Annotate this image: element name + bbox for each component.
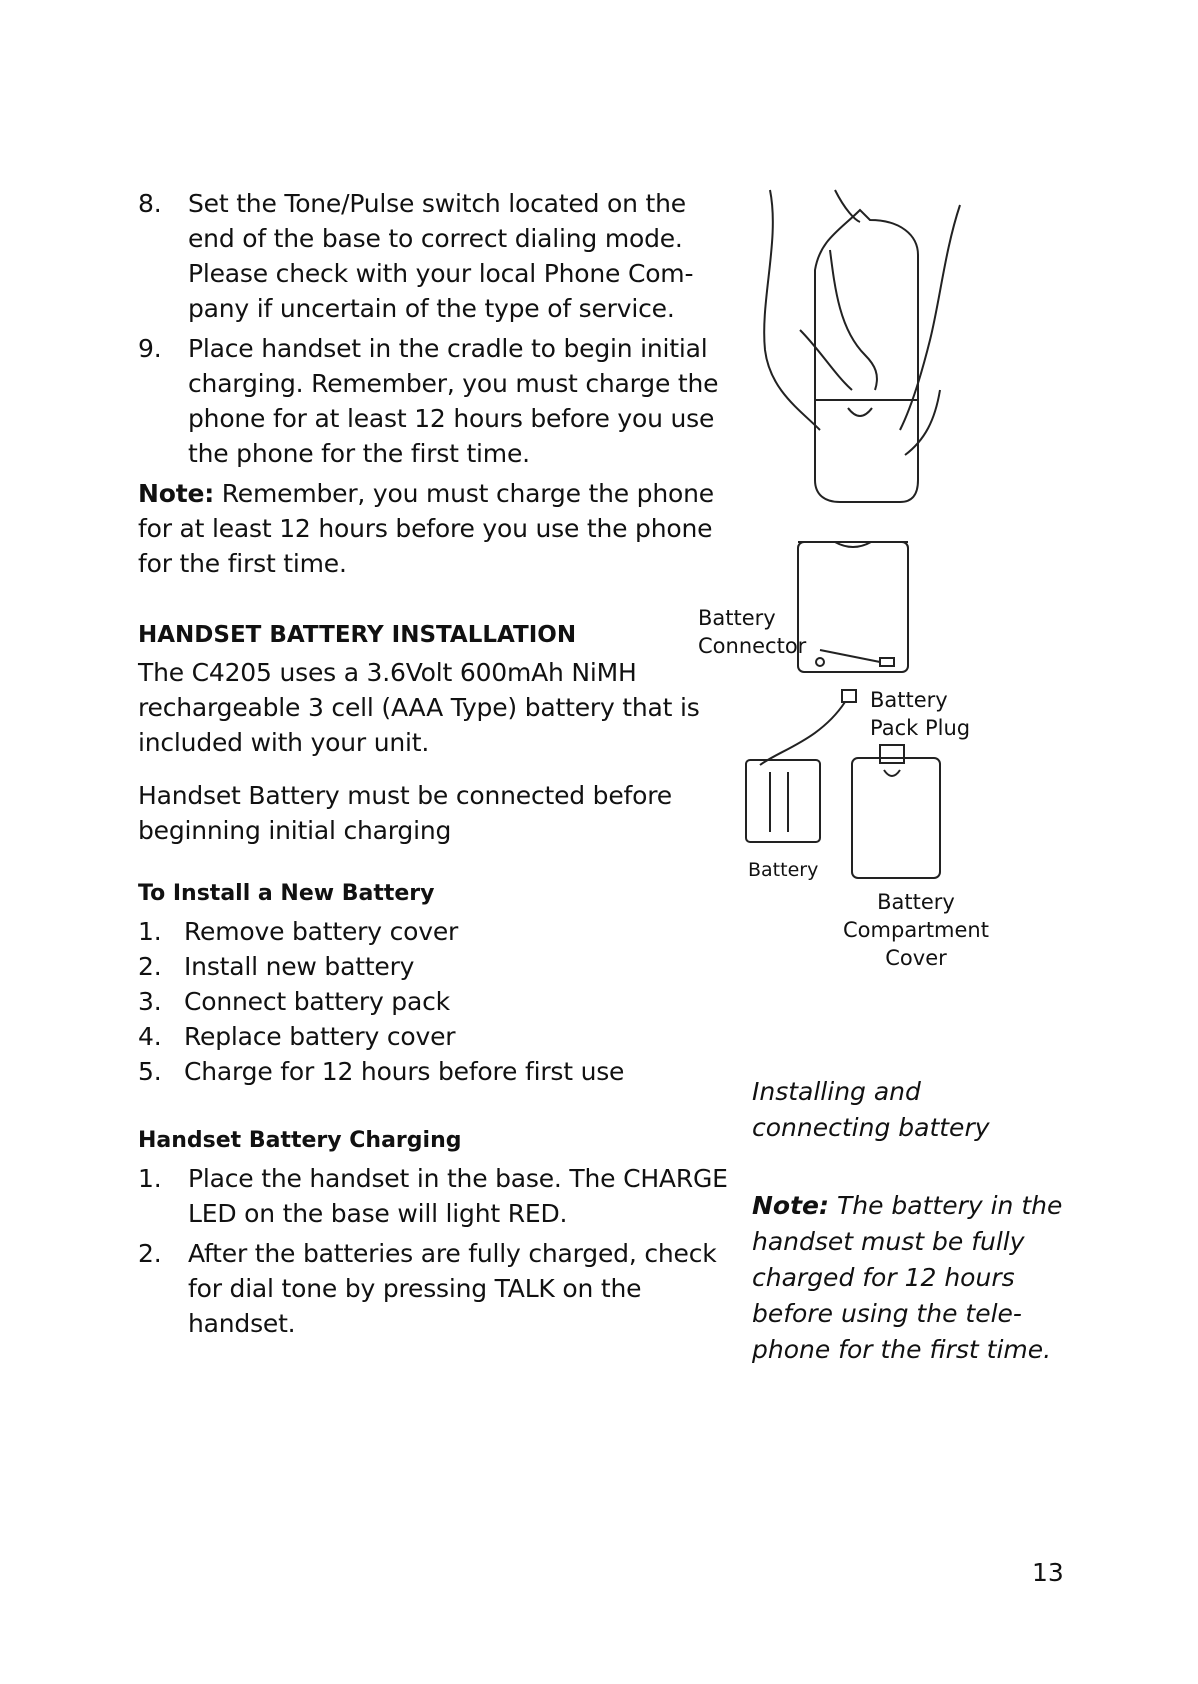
install-step <box>138 1054 738 1089</box>
charging-step <box>138 1161 738 1231</box>
step-number: 2. <box>138 1239 162 1268</box>
step-number: 1. <box>138 1164 162 1193</box>
step-text: After the batteries are fully charged, check for dial tone by pressing TALK on the handset. <box>188 1239 717 1338</box>
connector-pin-right <box>880 658 894 666</box>
section-heading: HANDSET BATTERY INSTALLATION <box>138 622 577 648</box>
label-line: Battery <box>870 688 948 712</box>
pack-plug <box>842 690 856 702</box>
step-text: Place the handset in the base. The CHARGE LED on the base will light RED. <box>188 1164 728 1228</box>
label-line: Cover <box>885 946 947 970</box>
figure-caption <box>752 1074 1082 1146</box>
step-number: 1. <box>138 917 162 946</box>
step-text: Place handset in the cradle to begin initial charging. Remember, you must charge the phone for at least 12 hours before you use the phone for the first time. <box>188 334 719 468</box>
connect-before-paragraph: Handset Battery must be connected before beginning initial charging <box>138 781 672 845</box>
install-step <box>138 949 738 984</box>
right-hand-outline <box>900 205 960 430</box>
cover-outline <box>852 758 940 878</box>
compartment-top <box>798 542 908 547</box>
step-text: Charge for 12 hours before first use <box>184 1057 625 1086</box>
side-note-label: Note: <box>752 1191 830 1220</box>
step-text: Set the Tone/Pulse switch located on the end of the base to correct dialing mode. Please check with your local Phone Com- pany if uncertain of the type of service. <box>188 189 694 323</box>
label-line: Pack Plug <box>870 716 971 740</box>
install-step <box>138 984 738 1019</box>
step-number: 4. <box>138 1022 162 1051</box>
battery-spec-paragraph: The C4205 uses a 3.6Volt 600mAh NiMH rechargeable 3 cell (AAA Type) battery that is included with your unit. <box>138 658 700 757</box>
label-line: Compartment <box>843 918 989 942</box>
caption-line: Installing and <box>752 1077 921 1106</box>
connector-pin-left <box>816 658 824 666</box>
label-battery-connector <box>698 604 806 660</box>
page-number: 13 <box>1032 1558 1064 1587</box>
cover-latch <box>884 770 900 776</box>
label-battery-pack-plug <box>870 686 970 742</box>
charging-heading: Handset Battery Charging <box>138 1128 462 1153</box>
step-number: 8. <box>138 189 162 218</box>
label-battery: Battery <box>748 859 819 881</box>
step-text: Connect battery pack <box>184 987 450 1016</box>
cover-tab <box>880 745 904 763</box>
label-line: Connector <box>698 634 807 658</box>
charging-step <box>138 1236 738 1341</box>
battery-wire <box>760 702 845 765</box>
side-note-text: The battery in the handset must be fully charged for 12 hours before using the tele- phone for the first time. <box>752 1191 1063 1364</box>
step-number: 3. <box>138 987 162 1016</box>
charge-note <box>138 476 738 581</box>
install-step <box>138 914 738 949</box>
step-number: 9. <box>138 334 162 363</box>
antenna-outline <box>835 190 860 222</box>
note-text: Remember, you must charge the phone for at least 12 hours before you use the phone for the first time. <box>138 479 714 578</box>
battery-installation-illustration <box>698 180 1070 1040</box>
connector-lead <box>820 650 880 662</box>
step-9 <box>138 331 738 471</box>
install-heading: To Install a New Battery <box>138 881 435 906</box>
left-column <box>138 186 738 1346</box>
battery-pack-outline <box>746 760 820 842</box>
label-line: Battery <box>698 606 776 630</box>
side-note <box>752 1188 1082 1368</box>
step-number: 5. <box>138 1057 162 1086</box>
note-label: Note: <box>138 479 215 508</box>
left-hand-outline <box>764 190 820 430</box>
label-compartment-cover <box>836 888 996 972</box>
caption-line: connecting battery <box>752 1113 990 1142</box>
install-step <box>138 1019 738 1054</box>
step-text: Replace battery cover <box>184 1022 456 1051</box>
label-line: Battery <box>877 890 955 914</box>
step-text: Install new battery <box>184 952 415 981</box>
finger-outline <box>800 330 852 390</box>
latch-shape <box>848 408 872 416</box>
step-number: 2. <box>138 952 162 981</box>
thumb-outline <box>830 250 877 390</box>
battery-cell-lines <box>770 772 788 832</box>
step-text: Remove battery cover <box>184 917 459 946</box>
step-8 <box>138 186 738 326</box>
compartment-outline <box>798 542 908 672</box>
